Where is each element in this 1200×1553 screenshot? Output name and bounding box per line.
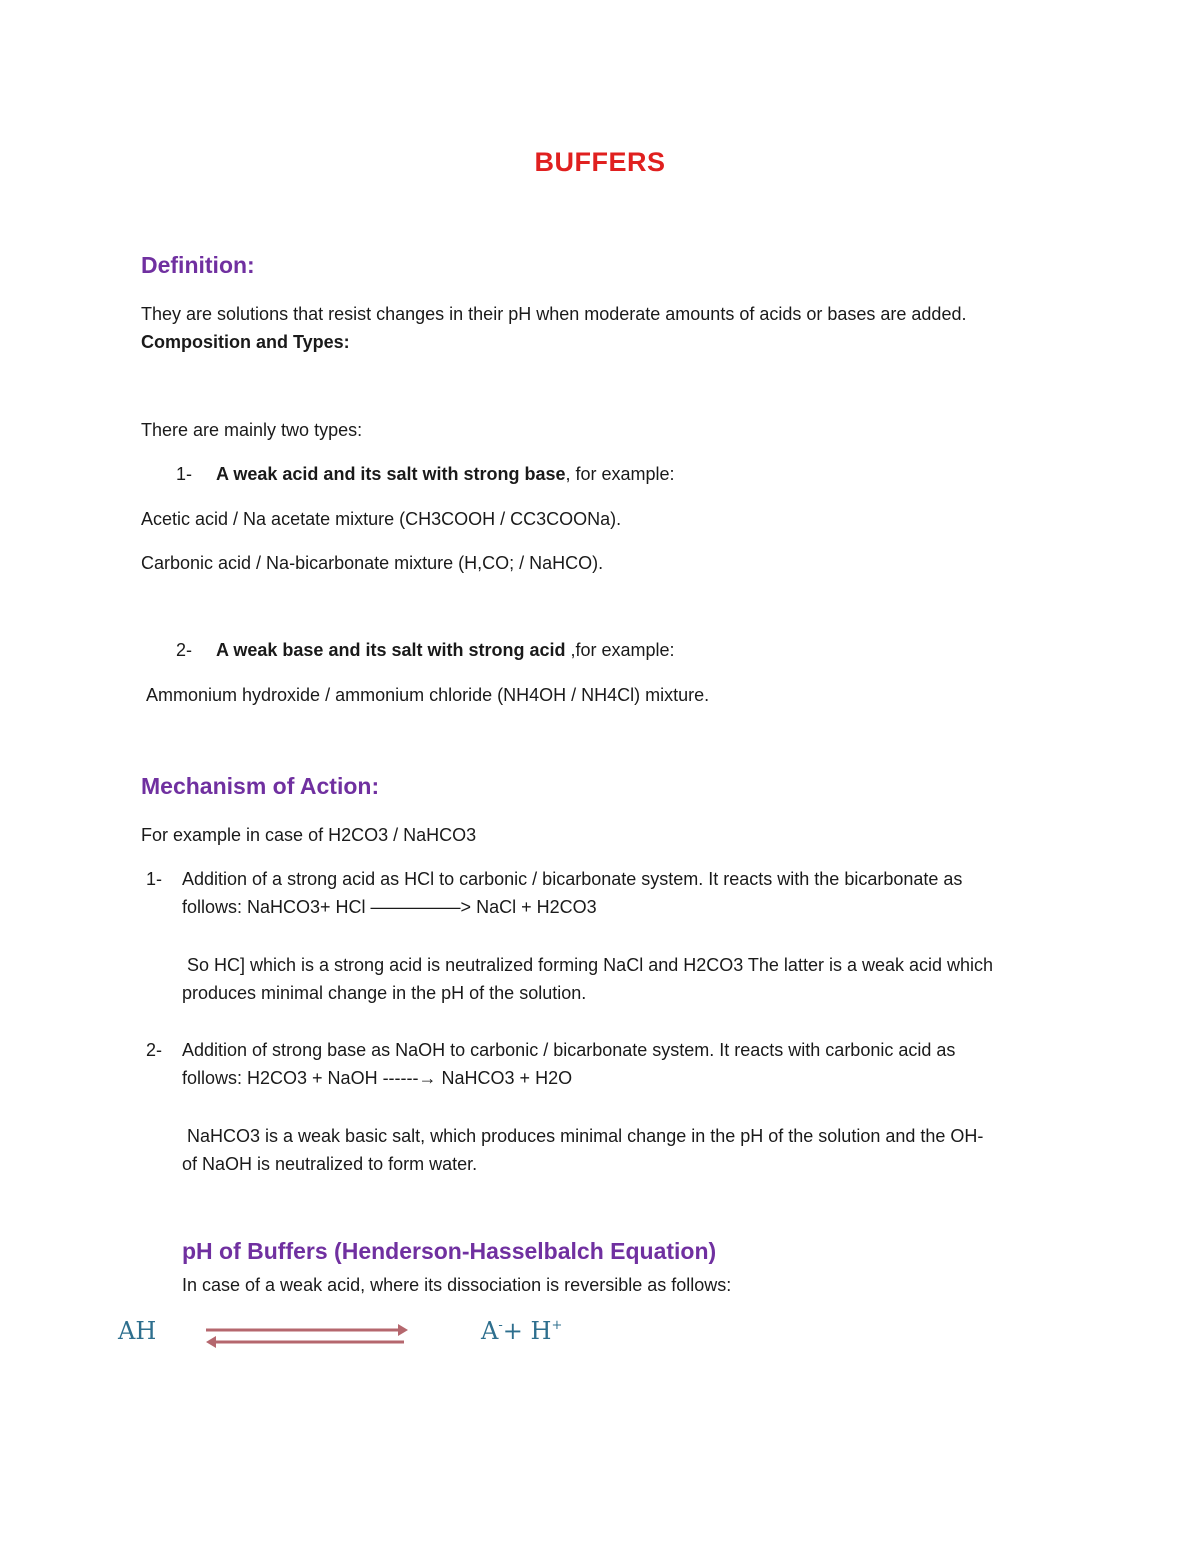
equation-a-charge: - bbox=[498, 1318, 503, 1333]
equation-a: A bbox=[481, 1317, 499, 1345]
types-intro: There are mainly two types: bbox=[141, 420, 363, 440]
mechanism-item2-note1: NaHCO3 is a weak basic salt, which produces minimal change in the pH of the solution and the OH- bbox=[187, 1126, 984, 1146]
document-title: BUFFERS bbox=[534, 147, 666, 177]
equation-plus: + bbox=[502, 1317, 523, 1345]
ph-heading: pH of Buffers (Henderson-Hasselbalch Equation) bbox=[182, 1238, 717, 1264]
mechanism-item1-note1: So HC] which is a strong acid is neutralized forming NaCl and H2CO3 The latter is a weak acid which bbox=[187, 955, 994, 975]
reversible-arrow-icon bbox=[204, 1320, 410, 1350]
equation-h-charge: + bbox=[551, 1318, 563, 1333]
mechanism-heading: Mechanism of Action: bbox=[141, 773, 380, 799]
mechanism-item1-line1: Addition of a strong acid as HCl to carbonic / bicarbonate system. It reacts with the bicarbonate as bbox=[182, 869, 963, 889]
mechanism-item2-note2: of NaOH is neutralized to form water. bbox=[182, 1154, 478, 1174]
definition-heading: Definition: bbox=[141, 252, 255, 278]
type1-rest-text: , for example: bbox=[565, 464, 675, 484]
mechanism-intro: For example in case of H2CO3 / NaHCO3 bbox=[141, 825, 477, 845]
mechanism-item2-line1: Addition of strong base as NaOH to carbonic / bicarbonate system. It reacts with carbonic acid as bbox=[182, 1040, 956, 1060]
type2-item bbox=[176, 638, 675, 662]
type2-bold-text: A weak base and its salt with strong acid bbox=[216, 640, 566, 660]
definition-text: They are solutions that resist changes in their pH when moderate amounts of acids or bases are added. bbox=[141, 304, 967, 324]
type1-example-1: Acetic acid / Na acetate mixture (CH3COOH / CC3COONa). bbox=[141, 509, 622, 529]
ph-intro: In case of a weak acid, where its dissociation is reversible as follows: bbox=[182, 1275, 732, 1295]
type1-item bbox=[176, 462, 675, 486]
composition-heading: Composition and Types: bbox=[141, 332, 350, 352]
type2-rest-text: ,for example: bbox=[565, 640, 675, 660]
mechanism-item2-line2: follows: H2CO3 + NaOH ------→ NaHCO3 + H2O bbox=[182, 1068, 573, 1088]
equation-left-ah: AH bbox=[118, 1317, 157, 1345]
equation-h: H bbox=[530, 1317, 552, 1345]
mechanism-item1-note2: produces minimal change in the pH of the solution. bbox=[182, 983, 587, 1003]
type2-example: Ammonium hydroxide / ammonium chloride (NH4OH / NH4Cl) mixture. bbox=[146, 685, 710, 705]
type1-bold-text: A weak acid and its salt with strong base bbox=[216, 464, 566, 484]
type2-number: 2- bbox=[176, 640, 193, 660]
mechanism-item1-line2: follows: NaHCO3+ HCl —————> NaCl + H2CO3 bbox=[182, 897, 597, 917]
type1-example-2: Carbonic acid / Na-bicarbonate mixture (H,CO; / NaHCO). bbox=[141, 553, 604, 573]
mechanism-item1-number: 1- bbox=[146, 869, 163, 889]
mechanism-item2-number: 2- bbox=[146, 1040, 163, 1060]
equation-right-products bbox=[481, 1317, 562, 1345]
type1-number: 1- bbox=[176, 464, 193, 484]
